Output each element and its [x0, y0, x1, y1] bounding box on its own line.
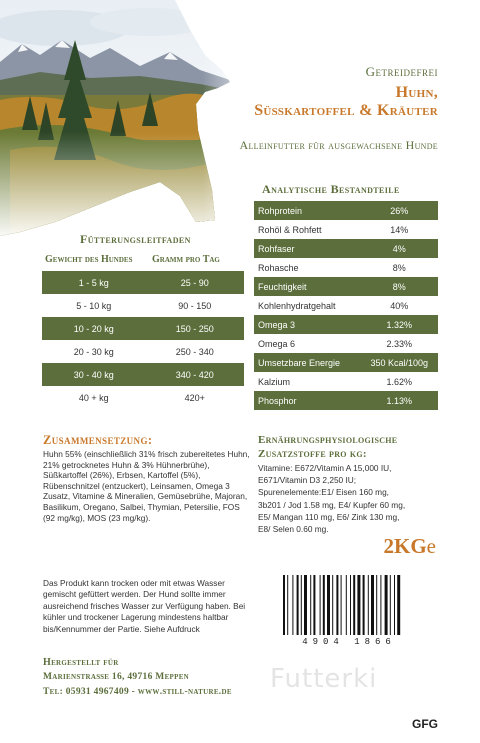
barcode-bar [380, 575, 381, 635]
feeding-grams: 90 - 150 [145, 294, 244, 317]
analytics-value: 8% [360, 258, 438, 277]
barcode-bar [310, 575, 311, 635]
analytics-value: 40% [360, 296, 438, 315]
analytics-value: 1.32% [360, 315, 438, 334]
analytics-row [254, 201, 438, 220]
barcode-bar [371, 575, 374, 635]
additives-line: Vitamine: E672/Vitamin A 15,000 IU, [258, 463, 392, 473]
barcode-bar [390, 575, 391, 635]
additives-line: 3b201 / Jod 1.58 mg, E4/ Kupfer 60 mg, [258, 499, 406, 510]
analytics-row [254, 258, 438, 277]
barcode-bar [376, 575, 377, 635]
composition-text: Huhn 55% (einschließlich 31% frisch zubereitetes Huhn, 21% getrocknetes Huhn & 3% Hühnerbrühe), Süßkartoffel (26%), Erbsen, Kartoffel (5%), Rübenschnitzel (entzuckert), Leinsamen, Omega 3 Zusatz, Vitamine & Mineralien, Gemüsebrühe, Majoran, Basilikum, Oregano, Salbei, Thymian, Petersilie, FOS (92 mg/kg), MOS (23 mg/kg). [43, 449, 250, 523]
barcode-bar [357, 575, 360, 635]
corner-label: GFG [412, 717, 438, 731]
feeding-weight: 20 - 30 kg [42, 340, 145, 363]
barcode-bar [353, 575, 355, 635]
feeding-grams: 420+ [145, 386, 244, 409]
barcode-bar [301, 575, 302, 635]
analytics-table [254, 201, 438, 410]
additives-text [258, 462, 438, 535]
barcode-number: 4904 1866 [302, 637, 396, 647]
additives-line: E671/Vitamin D3 2,250 IU; [258, 475, 357, 486]
analytics-row [254, 239, 438, 258]
barcode-bar [336, 575, 338, 635]
barcode-bar [385, 575, 388, 635]
barcode-bar [283, 575, 285, 635]
estimated-sign: e [426, 534, 436, 558]
barcode-bar [350, 575, 351, 635]
barcode-bar [394, 575, 395, 635]
barcode-bar [313, 575, 315, 635]
analytics-value: 4% [360, 239, 438, 258]
analytics-label: Kalzium [254, 372, 360, 391]
analytics-row [254, 334, 438, 353]
hero-landscape-image [0, 0, 270, 240]
analytics-value: 1.13% [360, 391, 438, 410]
feeding-grams: 150 - 250 [145, 317, 244, 340]
feeding-row [42, 363, 244, 386]
feeding-guide-title: Fütterungsleitfaden [80, 232, 191, 246]
analytics-row [254, 391, 438, 410]
barcode-bar [397, 575, 400, 635]
analytics-row [254, 296, 438, 315]
barcode-bar [297, 575, 299, 635]
barcode-bar [346, 575, 347, 635]
analytics-label: Rohasche [254, 258, 360, 277]
feeding-col-weight-header: Gewicht des Hundes [45, 254, 133, 265]
barcode-bar [327, 575, 330, 635]
barcode-bar [320, 575, 321, 635]
feeding-weight: 30 - 40 kg [42, 363, 145, 386]
feeding-grams: 250 - 340 [145, 340, 244, 363]
product-title-line2: Süßkartoffel & Kräuter [254, 102, 438, 119]
barcode-bar [332, 575, 333, 635]
feeding-weight: 1 - 5 kg [42, 271, 145, 294]
grain-free-label: Getreidefrei [365, 64, 438, 79]
additives-title: Ernährungsphysiologische Zusatzstoffe pro kg: [258, 434, 398, 460]
feeding-note: Das Produkt kann trocken oder mit etwas Wasser gemischt gefüttert werden. Der Hund sollte immer ausreichend frisches Wasser zur Verfügung haben. Bei kühler und trockener Lagerung mindestens haltbar bis/Kennummer der Partie. Siehe Aufdruck [43, 578, 246, 634]
analytics-value: 2.33% [360, 334, 438, 353]
analytics-row [254, 277, 438, 296]
analytics-row [254, 372, 438, 391]
feeding-row [42, 271, 244, 294]
analytics-label: Omega 6 [254, 334, 360, 353]
barcode-bar [292, 575, 293, 635]
analytics-value: 350 Kcal/100g [360, 353, 438, 372]
analytics-label: Phosphor [254, 391, 360, 410]
barcode-bar [363, 575, 365, 635]
barcode-bar [323, 575, 325, 635]
watermark: Futterki [270, 664, 378, 694]
manufacturer-contact: Tel: 05931 4967409 - www.still-nature.de [43, 687, 232, 697]
analytics-label: Rohöl & Rohfett [254, 220, 360, 239]
product-subtitle: Alleinfutter für ausgewachsene Hunde [239, 138, 438, 152]
feeding-row [42, 340, 244, 363]
analytics-value: 8% [360, 277, 438, 296]
analytics-value: 26% [360, 201, 438, 220]
feeding-row [42, 294, 244, 317]
additives-line: Spurenelemente:E1/ Eisen 160 mg, [258, 487, 389, 498]
feeding-row [42, 386, 244, 409]
analytics-value: 1.62% [360, 372, 438, 391]
net-weight [384, 534, 437, 559]
analytics-label: Omega 3 [254, 315, 360, 334]
barcode-bar [368, 575, 369, 635]
analytics-label: Kohlenhydratgehalt [254, 296, 360, 315]
feeding-weight: 40 + kg [42, 386, 145, 409]
analytics-label: Umsetzbare Energie [254, 353, 360, 372]
manufacturer-address: Marienstraße 16, 49716 Meppen [43, 672, 190, 682]
feeding-grams: 340 - 420 [145, 363, 244, 386]
feeding-grams: 25 - 90 [145, 271, 244, 294]
analytics-value: 14% [360, 220, 438, 239]
feeding-weight: 10 - 20 kg [42, 317, 145, 340]
analytics-row [254, 315, 438, 334]
manufacturer-label: Hergestellt für [43, 657, 119, 668]
analytics-row [254, 220, 438, 239]
barcode-bar [287, 575, 288, 635]
analytics-label: Rohfaser [254, 239, 360, 258]
feeding-table [42, 271, 244, 409]
net-weight-value: 2KG [383, 534, 427, 558]
feeding-col-grams-header: Gramm pro Tag [152, 254, 220, 265]
composition-title: Zusammensetzung: [43, 433, 153, 447]
additives-line: E5/ Mangan 110 mg, E6/ Zink 130 mg, [258, 511, 400, 522]
product-title-line1: Huhn, [395, 84, 438, 101]
analytics-label: Rohprotein [254, 201, 360, 220]
analytics-row [254, 353, 438, 372]
feeding-weight: 5 - 10 kg [42, 294, 145, 317]
analytics-label: Feuchtigkeit [254, 277, 360, 296]
feeding-row [42, 317, 244, 340]
barcode-bar [341, 575, 342, 635]
analytics-title: Analytische Bestandteile [262, 182, 400, 196]
additives-line: E8/ Selen 0.60 mg. [258, 524, 329, 535]
barcode-bar [304, 575, 307, 635]
